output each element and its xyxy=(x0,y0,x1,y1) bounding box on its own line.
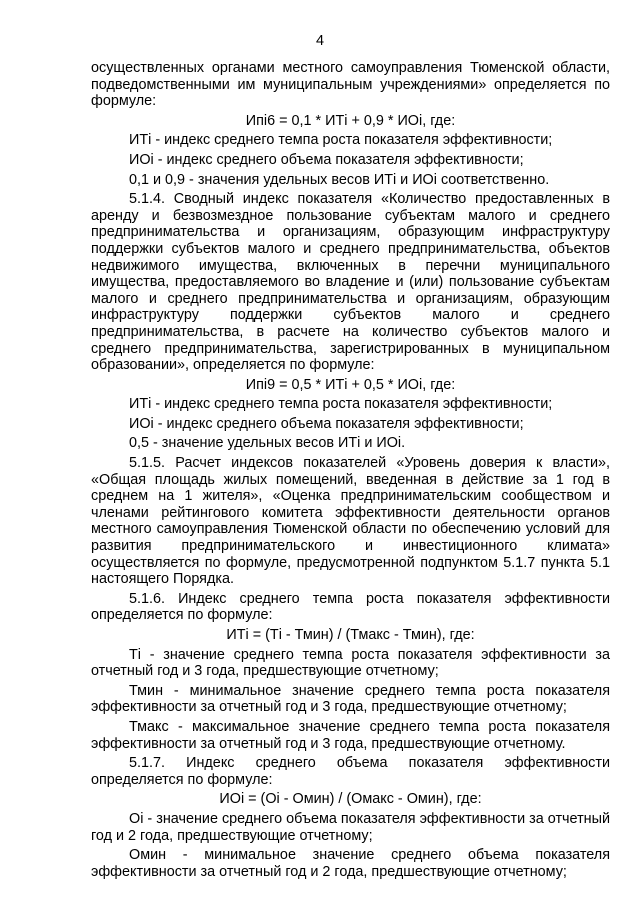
paragraph: осуществленных органами местного самоуправления Тюменской области, подведомственными им муниципальным учреждениями» определяется по формуле: xyxy=(91,60,610,110)
page-number: 4 xyxy=(315,33,324,49)
paragraph: 5.1.5. Расчет индексов показателей «Уровень доверия к власти», «Общая площадь жилых помещений, введенная в действие за 1 год в среднем на 1 жителя», «Оценка предпринимательским сообществом и членами рейтингового комитета эффективности деятельности органов местного самоуправления Тюменской области по обеспечению условий для развития предпринимательского и инвестиционного климата» осуществляется по формуле, предусмотренной подпунктом 5.1.7 пункта 5.1 настоящего Порядка. xyxy=(91,455,610,588)
formula: ИОi = (Оi - Омин) / (Омакс - Омин), где: xyxy=(219,791,482,808)
definition: Омин - минимальное значение среднего объема показателя эффективности за отчетный год и 2 года, предшествующие отчетному; xyxy=(91,847,610,880)
definition: ИТi - индекс среднего темпа роста показателя эффективности; xyxy=(129,396,553,413)
document-body xyxy=(91,60,610,883)
paragraph: 5.1.6. Индекс среднего темпа роста показателя эффективности определяется по формуле: xyxy=(91,590,610,624)
definition: Оi - значение среднего объема показателя эффективности за отчетный год и 2 года, предшествующие отчетному; xyxy=(91,810,610,844)
definition: 0,5 - значение удельных весов ИТi и ИОi. xyxy=(129,435,406,452)
definition: ИОi - индекс среднего объема показателя эффективности; xyxy=(129,151,524,168)
paragraph: 5.1.4. Сводный индекс показателя «Количество предоставленных в аренду и безвозмездное пользование субъектам малого и среднего предпринимательства и организациям, образующим инфраструктуру поддержки субъектов малого и среднего предпринимательства, объектов недвижимого имущества, включенных в перечни муниципального имущества, предоставляемого во владение и (или) пользование субъектам малого и среднего предпринимательства и организациям, образующим инфраструктуру поддержки субъектов малого и среднего предпринимательства, в расчете на количество субъектов малого и среднего предпринимательства, зарегистрированных в муниципальном образовании», определяется по формуле: xyxy=(91,191,610,374)
definition: Тi - значение среднего темпа роста показателя эффективности за отчетный год и 3 года, предшествующие отчетному; xyxy=(91,646,610,680)
definition: ИТi - индекс среднего темпа роста показателя эффективности; xyxy=(129,132,553,149)
definition: 0,1 и 0,9 - значения удельных весов ИТi и ИОi соответственно. xyxy=(129,171,550,188)
paragraph: 5.1.7. Индекс среднего объема показателя эффективности определяется по формуле: xyxy=(91,755,610,788)
formula: ИТi = (Тi - Тмин) / (Тмакс - Тмин), где: xyxy=(226,627,475,643)
definition: Тмин - минимальное значение среднего темпа роста показателя эффективности за отчетный год и 3 года, предшествующие отчетному; xyxy=(91,682,610,716)
formula: Ипi9 = 0,5 * ИТi + 0,5 * ИОi, где: xyxy=(245,376,456,393)
formula: Ипi6 = 0,1 * ИТi + 0,9 * ИОi, где: xyxy=(245,112,456,129)
definition: Тмакс - максимальное значение среднего темпа роста показателя эффективности за отчетный год и 3 года, предшествующие отчетному. xyxy=(91,718,610,752)
definition: ИОi - индекс среднего объема показателя эффективности; xyxy=(129,415,524,432)
